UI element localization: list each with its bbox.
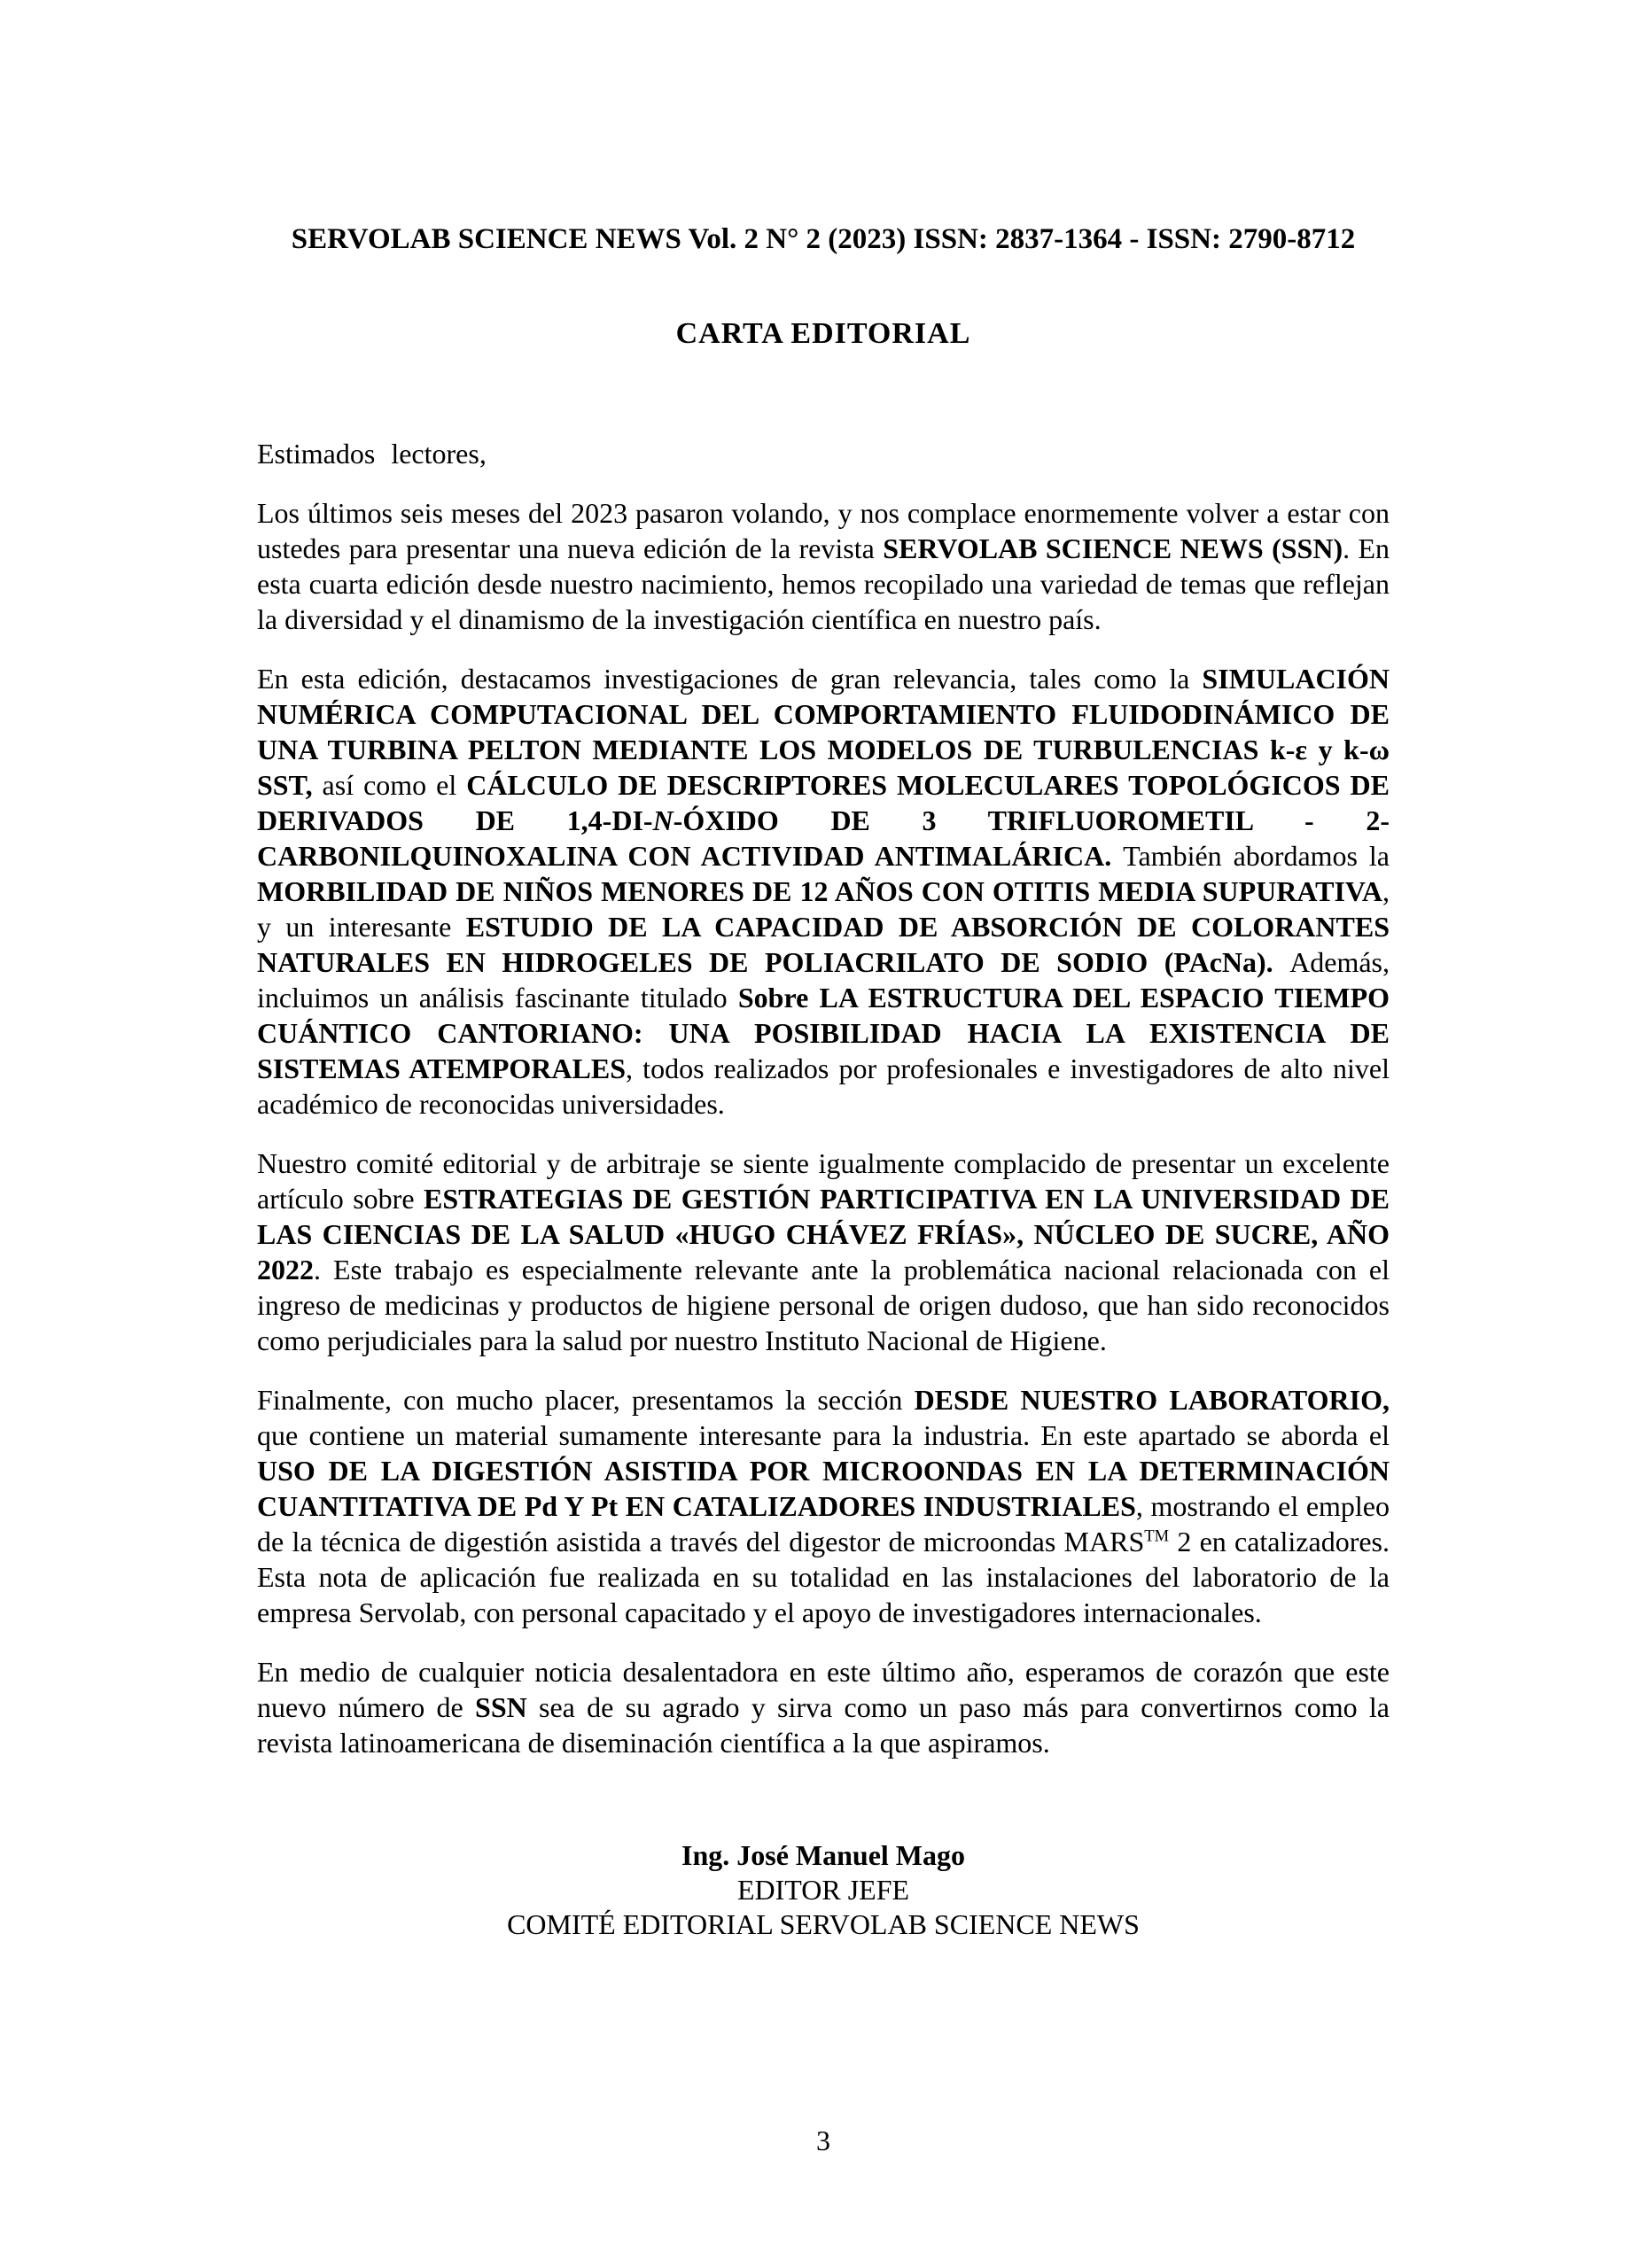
journal-header-title: SERVOLAB SCIENCE NEWS Vol. 2 N° 2 (2023) ISSN: 2837-1364 - ISSN: 2790-8712 xyxy=(291,223,1356,255)
text-segment: , y un interesante xyxy=(257,875,1390,943)
text-segment: En medio de cualquier noticia desalentadora en este último año, esperamos de corazón que este nuevo número de xyxy=(257,1656,1390,1723)
paragraph-laboratory-section xyxy=(257,1382,1390,1630)
text-segment: MORBILIDAD DE NIÑOS MENORES DE 12 AÑOS CON OTITIS MEDIA SUPURATIVA xyxy=(257,875,1382,907)
paragraph-highlights xyxy=(257,661,1390,1122)
paragraph-closing xyxy=(257,1654,1390,1760)
text-segment: SSN xyxy=(475,1691,527,1723)
text-segment: Finalmente, con mucho placer, presentamos la sección xyxy=(257,1384,915,1416)
text-segment: Nuestro comité editorial y de arbitraje se siente igualmente complacido de presentar un excelente artículo sobre xyxy=(257,1147,1390,1215)
text-segment: . Este trabajo es especialmente relevante ante la problemática nacional relacionada con el ingreso de medicinas y productos de higiene personal de origen dudoso, que han sido reconocidos como perjudiciales para la salud por nuestro Instituto Nacional de Higiene. xyxy=(257,1254,1390,1356)
text-segment: ESTRATEGIAS DE GESTIÓN PARTICIPATIVA EN LA UNIVERSIDAD DE LAS CIENCIAS DE LA SALUD «HUGO CHÁVEZ FRÍAS», NÚCLEO DE SUCRE, AÑO 2022 xyxy=(257,1183,1390,1285)
signature-committee: COMITÉ EDITORIAL SERVOLAB SCIENCE NEWS xyxy=(507,1908,1140,1940)
text-segment: . En esta cuarta edición desde nuestro nacimiento, hemos recopilado una variedad de temas que reflejan la diversidad y el dinamismo de la investigación científica en nuestro país. xyxy=(257,532,1390,635)
salutation xyxy=(257,436,1390,471)
text-segment: En esta edición, destacamos investigaciones de gran relevancia, tales como la xyxy=(257,663,1203,695)
paragraph-management-article xyxy=(257,1146,1390,1358)
text-segment: 2 en catalizadores. Esta nota de aplicación fue realizada en su totalidad en las instalaciones del laboratorio de la empresa Servolab, con personal capacitado y el apoyo de investigadores internacionales. xyxy=(257,1526,1390,1628)
text-segment: USO DE LA DIGESTIÓN ASISTIDA POR MICROONDAS EN LA DETERMINACIÓN CUANTITATIVA DE Pd Y Pt EN CATALIZADORES INDUSTRIALES xyxy=(257,1455,1390,1522)
text-segment: -ÓXIDO DE 3 TRIFLUOROMETIL - 2-CARBONILQUINOXALINA CON ACTIVIDAD ANTIMALÁRICA. xyxy=(257,804,1390,872)
text-segment: que contiene un material sumamente interesante para la industria. En este apartado se aborda el xyxy=(257,1419,1390,1451)
text-segment: , mostrando el empleo de la técnica de digestión asistida a través del digestor de microondas MARS xyxy=(257,1490,1390,1557)
text-segment: sea de su agrado y sirva como un paso más para convertirnos como la revista latinoamericana de diseminación científica a la que aspiramos. xyxy=(257,1691,1390,1759)
text-segment: Además, incluimos un análisis fascinante titulado xyxy=(257,946,1390,1014)
text-segment: Sobre LA ESTRUCTURA DEL ESPACIO TIEMPO CUÁNTICO CANTORIANO: UNA POSIBILIDAD HACIA LA EXISTENCIA DE SISTEMAS ATEMPORALES xyxy=(257,982,1390,1084)
signature-role: EDITOR JEFE xyxy=(736,1874,910,1906)
text-segment: N xyxy=(652,804,674,836)
text-segment: TM xyxy=(1144,1526,1170,1546)
text-segment: , todos realizados por profesionales e investigadores de alto nivel académico de reconocidas universidades. xyxy=(257,1052,1390,1120)
letter-body xyxy=(257,436,1390,1942)
signature-block xyxy=(257,1838,1390,1942)
signature-name: Ing. José Manuel Mago xyxy=(681,1839,965,1871)
text-segment: así como el xyxy=(322,769,467,801)
text-segment: CÁLCULO DE DESCRIPTORES MOLECULARES TOPOLÓGICOS DE DERIVADOS DE 1,4-DI- xyxy=(257,769,1390,836)
text-segment: Los últimos seis meses del 2023 pasaron volando, y nos complace enormemente volver a estar con ustedes para presentar una nueva edición de la revista xyxy=(257,497,1390,564)
paragraph-intro xyxy=(257,495,1390,637)
text-segment: Estimados lectores, xyxy=(257,438,487,470)
text-segment: DESDE NUESTRO LABORATORIO, xyxy=(914,1384,1390,1416)
text-segment: SERVOLAB SCIENCE NEWS (SSN) xyxy=(883,532,1343,564)
page-number: 3 xyxy=(816,2124,830,2156)
text-segment: SIMULACIÓN NUMÉRICA COMPUTACIONAL DEL COMPORTAMIENTO FLUIDODINÁMICO DE UNA TURBINA PELTON MEDIANTE LOS MODELOS DE TURBULENCIAS k-ε y k-ω SST, xyxy=(257,663,1390,801)
text-segment: También abordamos la xyxy=(1123,840,1390,872)
letter-paragraphs xyxy=(257,436,1390,1760)
text-segment: ESTUDIO DE LA CAPACIDAD DE ABSORCIÓN DE COLORANTES NATURALES EN HIDROGELES DE POLIACRILATO DE SODIO (PAcNa). xyxy=(257,911,1390,978)
page-title: CARTA EDITORIAL xyxy=(675,317,971,350)
